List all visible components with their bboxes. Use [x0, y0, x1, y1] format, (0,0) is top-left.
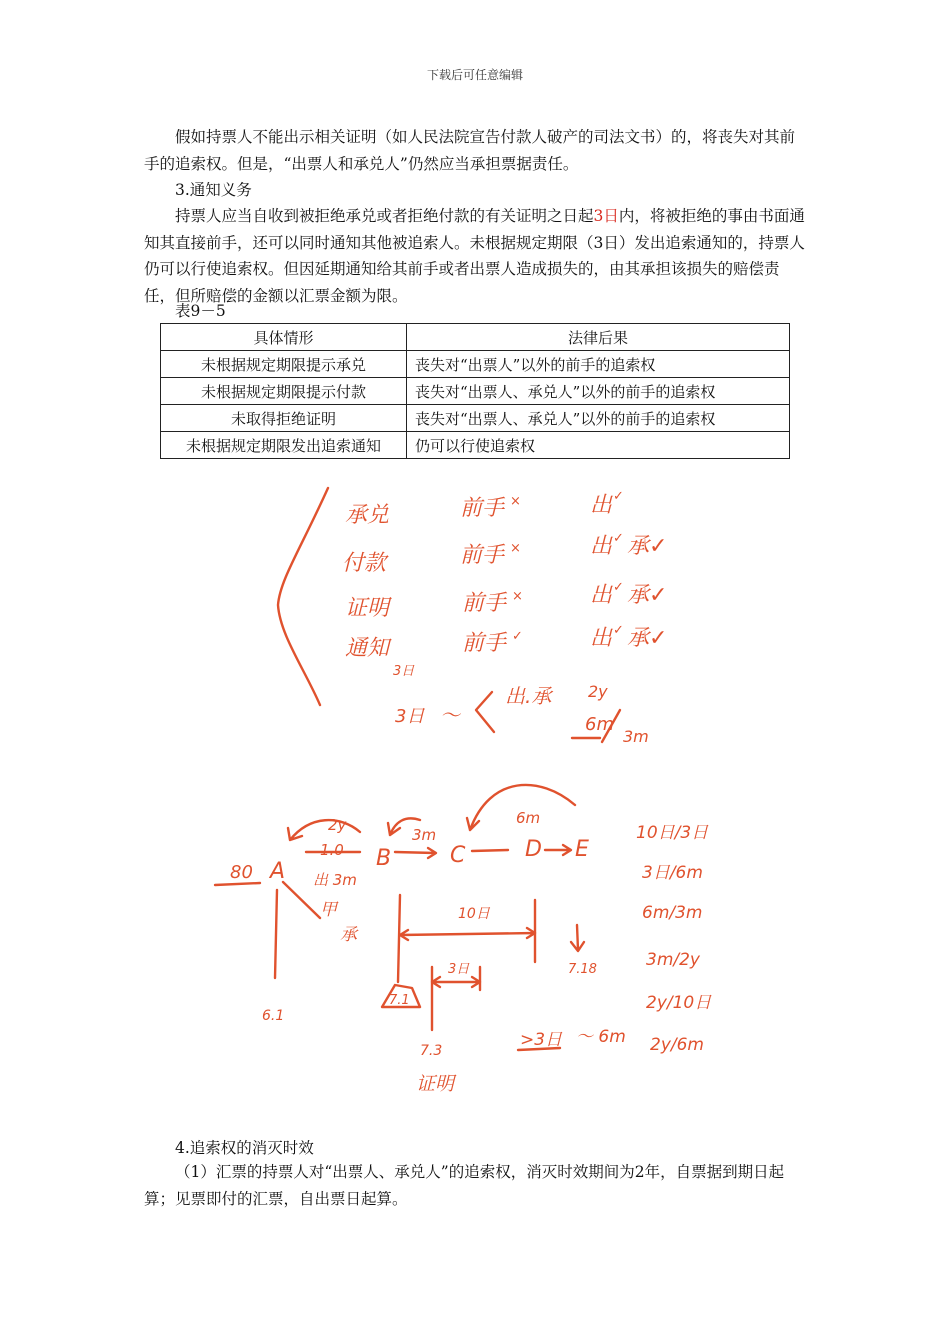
- label-6m: 6m: [516, 809, 541, 827]
- party-b: B: [376, 846, 392, 871]
- vline-71: [398, 895, 400, 982]
- table-cell-consequence: 丧失对“出票人、承兑人”以外的前手的追索权: [407, 378, 790, 405]
- list-item: 3m/2y: [646, 950, 700, 970]
- label-10d: 10日: [458, 906, 490, 922]
- angle-bracket-stroke: [476, 692, 494, 732]
- date-73: 7.3: [420, 1043, 443, 1059]
- note-six-m: 6m: [585, 714, 614, 735]
- note-right: 出: [590, 583, 613, 608]
- bracket-stroke: [278, 488, 328, 705]
- note-prior: 前手: [460, 496, 505, 521]
- label-chu-3m: 出 3m: [313, 871, 357, 889]
- highlight-three-days: 3日: [593, 207, 619, 225]
- label-3m: 3m: [412, 826, 437, 844]
- table-row: [161, 378, 790, 405]
- list-item: 2y/6m: [650, 1035, 704, 1055]
- note-prior: 前手: [462, 631, 507, 656]
- arrow-c-d: [472, 850, 508, 851]
- paragraph-notice-duty-part2: 内，将被拒绝的事由书面通知其直接前手，还可以同时通知其他被追索人。未根据规定期限（3日）发出追索通知的，持票人仍可以行使追索权。但因延期通知给其前手或者出票人造成损失的，由其承担该损失的赔偿责任，但所赔偿的金额以汇票金额为限。: [144, 207, 805, 305]
- list-item: 6m/3m: [642, 903, 703, 923]
- note-mark: ✓: [512, 629, 523, 644]
- note-case: 付款: [342, 551, 387, 576]
- table-cell-situation: 未根据规定期限提示付款: [161, 378, 407, 405]
- note-mark: ✓: [613, 623, 624, 638]
- table-9-5: [160, 323, 790, 459]
- paragraph-limitation: （1）汇票的持票人对“出票人、承兑人”的追索权，消灭时效期间为2年，自票据到期日起算；见票即付的汇票，自出票日起算。: [144, 1163, 785, 1208]
- section-title-notice-duty: 3.通知义务: [175, 181, 252, 199]
- table-header-row: [161, 324, 790, 351]
- party-a: A: [270, 859, 286, 884]
- note-two-years: 2y: [588, 682, 608, 701]
- list-item: 3日/6m: [642, 863, 703, 883]
- note-right: 出: [590, 534, 613, 559]
- table-cell-consequence: 丧失对“出票人、承兑人”以外的前手的追索权: [407, 405, 790, 432]
- note-prior: 前手: [460, 543, 505, 568]
- note-parties: 出.承: [505, 684, 552, 708]
- note-extra: 承✓: [627, 626, 668, 651]
- arrow-b-c: [395, 848, 436, 858]
- label-jia: 甲: [320, 900, 337, 920]
- date-71: 7.1: [389, 993, 410, 1008]
- label-2y: 2y: [328, 816, 347, 834]
- label-100: 1.0: [320, 841, 344, 859]
- label-zhengming: 证明: [416, 1073, 455, 1095]
- note-three-m: 3m: [623, 727, 649, 746]
- label-tilde6m: ～ 6m: [576, 1027, 626, 1047]
- party-e: E: [575, 837, 589, 862]
- note-right: 出: [590, 626, 613, 651]
- note-mark: ✓: [613, 531, 624, 546]
- date-61: 6.1: [262, 1008, 285, 1024]
- party-d: D: [525, 837, 542, 862]
- table-cell-situation: 未根据规定期限提示承兑: [161, 351, 407, 378]
- paragraph-loss-of-recourse: 假如持票人不能出示相关证明（如人民法院宣告付款人破产的司法文书）的，将丧失对其前手的追索权。但是，“出票人和承兑人”仍然应当承担票据责任。: [144, 128, 796, 173]
- label-gt3d: >3日: [520, 1030, 563, 1050]
- table-cell-situation: 未取得拒绝证明: [161, 405, 407, 432]
- note-prior: 前手: [462, 591, 507, 616]
- paragraph-notice-duty-part1: 持票人应当自收到被拒绝承兑或者拒绝付款的有关证明之日起: [175, 207, 594, 225]
- party-c: C: [450, 843, 466, 868]
- list-item: 2y/10日: [646, 993, 712, 1013]
- notes-top-rows: [342, 489, 667, 661]
- note-mark: ✓: [613, 580, 624, 595]
- arrow-d-e: [545, 845, 571, 855]
- table-cell-situation: 未根据规定期限发出追索通知: [161, 432, 407, 459]
- table-cell-consequence: 仍可以行使追索权: [407, 432, 790, 459]
- note-mark: ×: [512, 589, 523, 604]
- paragraph-notice-duty: [144, 203, 808, 309]
- table-row: [161, 351, 790, 378]
- arrow-down-718: [571, 925, 584, 951]
- table-header-consequence: 法律后果: [407, 324, 790, 351]
- date-718: 7.18: [568, 962, 597, 977]
- underline-stroke: [215, 883, 260, 885]
- note-mark: ×: [510, 494, 521, 509]
- note-right: 出: [590, 493, 613, 518]
- note-amount: 80: [230, 862, 253, 883]
- note-mark: ×: [510, 541, 521, 556]
- note-extra: 承✓: [627, 583, 668, 608]
- right-list: [636, 823, 712, 1055]
- list-item: 10日/3日: [636, 823, 709, 843]
- table-caption: 表9－5: [175, 302, 226, 320]
- handwritten-notes: [180, 470, 760, 1110]
- note-case: 承兑: [345, 503, 390, 528]
- section-title-limitation: 4.追索权的消灭时效: [175, 1139, 314, 1157]
- table-header-situation: 具体情形: [161, 324, 407, 351]
- span-10d: [400, 928, 535, 940]
- label-3d: 3日: [448, 962, 470, 977]
- table-cell-consequence: 丧失对“出票人”以外的前手的追索权: [407, 351, 790, 378]
- curve-arrow-2y: [288, 820, 360, 840]
- note-notice-days: 3日: [395, 706, 425, 727]
- label-cheng: 承: [340, 925, 357, 945]
- page-header: 下载后可任意编辑: [426, 68, 523, 82]
- table-row: [161, 432, 790, 459]
- note-case: 证明: [345, 596, 390, 621]
- vline-a: [275, 890, 277, 978]
- note-case: 通知: [345, 636, 390, 661]
- note-tilde: ～: [440, 703, 460, 727]
- note-extra: 承✓: [627, 534, 668, 559]
- note-days: 3日: [393, 664, 415, 679]
- note-mark: ✓: [613, 489, 624, 504]
- span-3d: [432, 977, 480, 987]
- table-row: [161, 405, 790, 432]
